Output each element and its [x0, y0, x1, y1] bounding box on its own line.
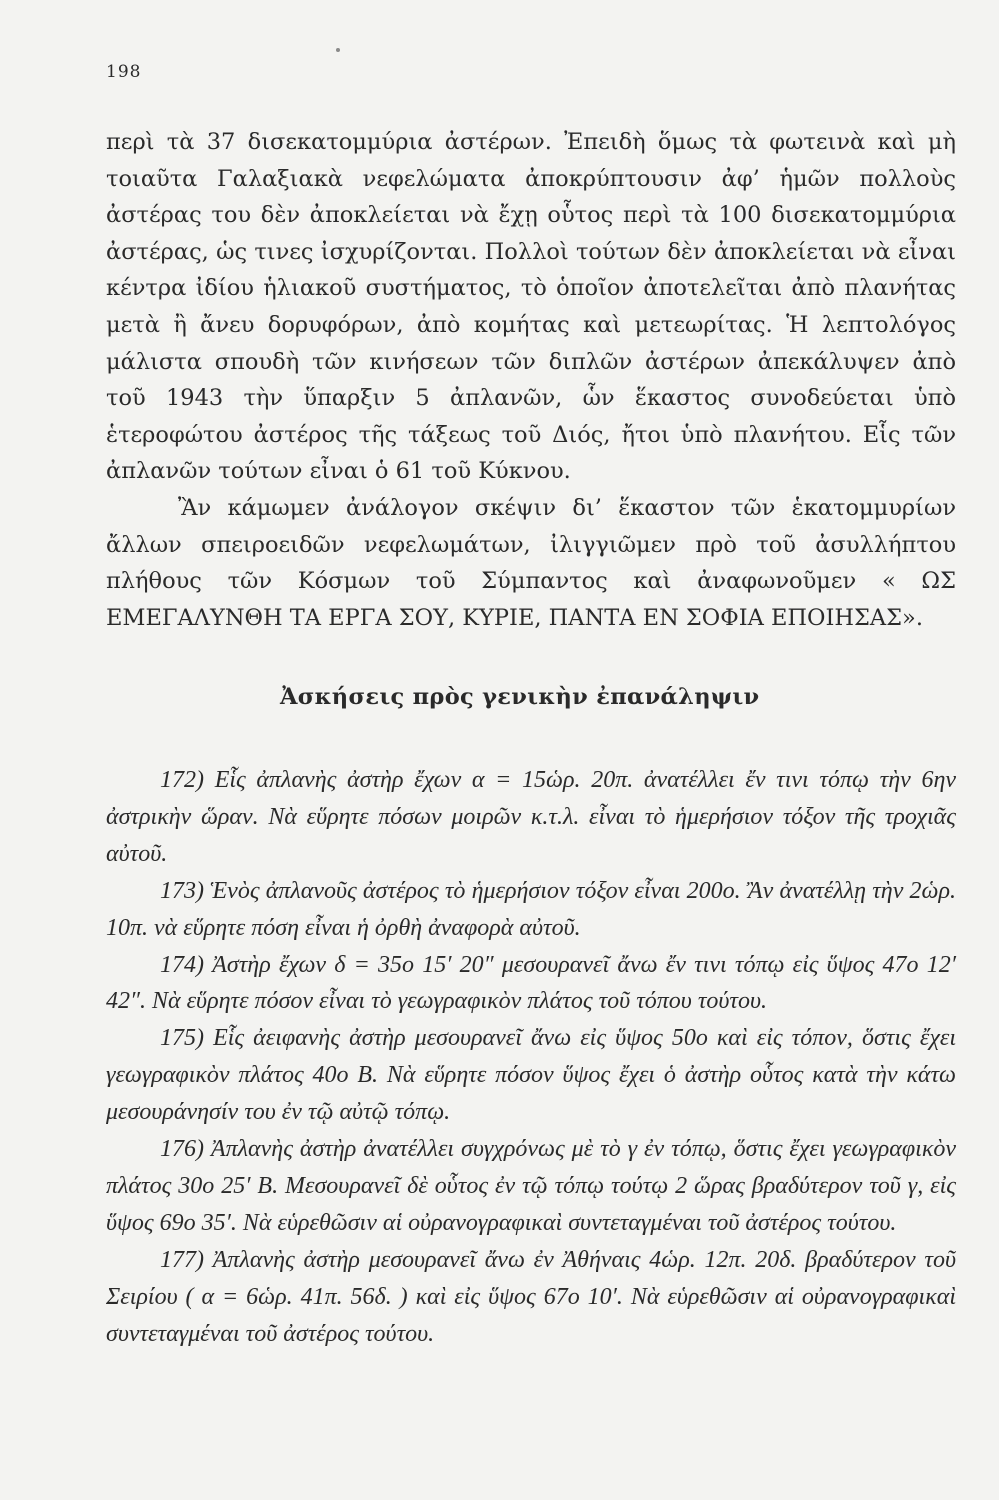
paragraph-2: Ἂν κάμωμεν ἀνάλογον σκέψιν δι’ ἕκαστον τῶν ἑκατομμυρίων ἄλλων σπειροειδῶν νεφελωμάτων, ἰλιγγιῶμεν πρὸ τοῦ ἀσυλλήπτου πλήθους τῶν Κόσμων τοῦ Σύμπαντος καὶ ἀναφωνοῦμεν « ΩΣ ΕΜΕΓΑΛΥΝΘΗ ΤΑ ΕΡΓΑ ΣΟΥ, ΚΥΡΙΕ, ΠΑΝΤΑ ΕΝ ΣΟΦΙΑ ΕΠΟΙΗΣΑΣ». — [106, 494, 956, 631]
exercise-item — [106, 1020, 956, 1131]
exercise-text: Εἷς ἀειφανὴς ἀστὴρ μεσουρανεῖ ἄνω εἰς ὕψος 50ο καὶ εἰς τόπον, ὅστις ἔχει γεωγραφικὸν πλάτος 40ο Β. Νὰ εὕρητε πόσον ὕψος ἔχει ὁ ἀστὴρ οὗτος κατὰ τὴν κάτω μεσουράνησίν του ἐν τῷ αὐτῷ τόπῳ. — [106, 1025, 957, 1126]
exercise-number: 175) — [160, 1025, 204, 1052]
body-text — [106, 124, 956, 636]
exercise-text: Ἀστὴρ ἔχων δ = 35ο 15′ 20″ μεσουρανεῖ ἄνω ἔν τινι τόπῳ εἰς ὕψος 47ο 12′ 42″. Νὰ εὕρητε πόσον εἶναι τὸ γεωγραφικὸν πλάτος τοῦ τόπου τούτου. — [106, 951, 957, 1015]
exercise-number: 172) — [160, 767, 204, 793]
exercise-item — [106, 1242, 956, 1353]
print-speck — [336, 48, 340, 52]
page-number: 198 — [106, 62, 142, 82]
exercise-text: Εἷς ἀπλανὴς ἀστὴρ ἔχων α = 15ὡρ. 20π. ἀνατέλλει ἔν τινι τόπῳ τὴν 6ην ἀστρικὴν ὥραν. Νὰ εὕρητε πόσων μοιρῶν κ.τ.λ. εἶναι τὸ ἡμερήσιον τόξον τῆς τροχιᾶς αὐτοῦ. — [106, 767, 957, 867]
exercise-number: 173) — [160, 877, 204, 904]
section-heading: Ἀσκήσεις πρὸς γενικὴν ἐπανάληψιν — [280, 684, 760, 710]
exercise-number: 177) — [160, 1246, 204, 1273]
exercise-number: 174) — [160, 951, 204, 978]
exercise-text: Ἑνὸς ἀπλανοῦς ἀστέρος τὸ ἡμερήσιον τόξον εἶναι 200ο. Ἂν ἀνατέλλῃ τὴν 2ὡρ. 10π. νὰ εὕρητε πόση εἶναι ἡ ὀρθὴ ἀναφορὰ αὐτοῦ. — [106, 877, 956, 941]
exercise-item — [106, 947, 956, 1021]
paragraph-1: περὶ τὰ 37 δισεκατομμύρια ἀστέρων. Ἐπειδὴ ὅμως τὰ φωτεινὰ καὶ μὴ τοιαῦτα Γαλαξιακὰ νεφελώματα ἀποκρύπτουσιν ἀφ’ ἡμῶν πολλοὺς ἀστέρας του δὲν ἀποκλείεται νὰ ἔχῃ οὗτος περὶ τὰ 100 δισεκατομμύρια ἀστέρας, ὡς τινες ἰσχυρίζονται. Πολλοὶ τούτων δὲν ἀποκλείεται νὰ εἶναι κέντρα ἰδίου ἡλιακοῦ συστήματος, τὸ ὁποῖον ἀποτελεῖται ἀπὸ πλανήτας μετὰ ἢ ἄνευ δορυφόρων, ἀπὸ κομήτας καὶ μετεωρίτας. Ἡ λεπτολόγος μάλιστα σπουδὴ τῶν κινήσεων τῶν διπλῶν ἀστέρων ἀπεκάλυψεν ἀπὸ τοῦ 1943 τὴν ὕπαρξιν 5 ἀπλανῶν, ὧν ἕκαστος συνοδεύεται ὑπὸ ἑτεροφώτου ἀστέρος τῆς τάξεως τοῦ Διός, ἤτοι ὑπὸ πλανήτου. Εἷς τῶν ἀπλανῶν τούτων εἶναι ὁ 61 τοῦ Κύκνου. — [106, 129, 956, 485]
exercise-number: 176) — [160, 1136, 204, 1163]
exercise-text: Ἀπλανὴς ἀστὴρ μεσουρανεῖ ἄνω ἐν Ἀθήναις 4ὡρ. 12π. 20δ. βραδύτερον τοῦ Σειρίου ( α = 6ὡρ. 41π. 56δ. ) καὶ εἰς ὕψος 67ο 10′. Νὰ εὑρεθῶσιν αἱ οὐρανογραφικαὶ συντεταγμέναι τοῦ ἀστέρος τούτου. — [106, 1246, 957, 1347]
exercise-item — [106, 762, 956, 873]
exercise-item — [106, 1131, 956, 1242]
exercise-text: Ἀπλανὴς ἀστὴρ ἀνατέλλει συγχρόνως μὲ τὸ γ ἐν τόπῳ, ὅστις ἔχει γεωγραφικὸν πλάτος 30ο 25′ Β. Μεσουρανεῖ δὲ οὗτος ἐν τῷ τόπῳ τούτῳ 2 ὥρας βραδύτερον τοῦ γ, εἰς ὕψος 69ο 35′. Νὰ εὑρεθῶσιν αἱ οὐρανογραφικαὶ συντεταγμέναι τοῦ ἀστέρος τούτου. — [106, 1136, 957, 1236]
exercise-list — [106, 762, 956, 1353]
exercise-item — [106, 873, 956, 947]
